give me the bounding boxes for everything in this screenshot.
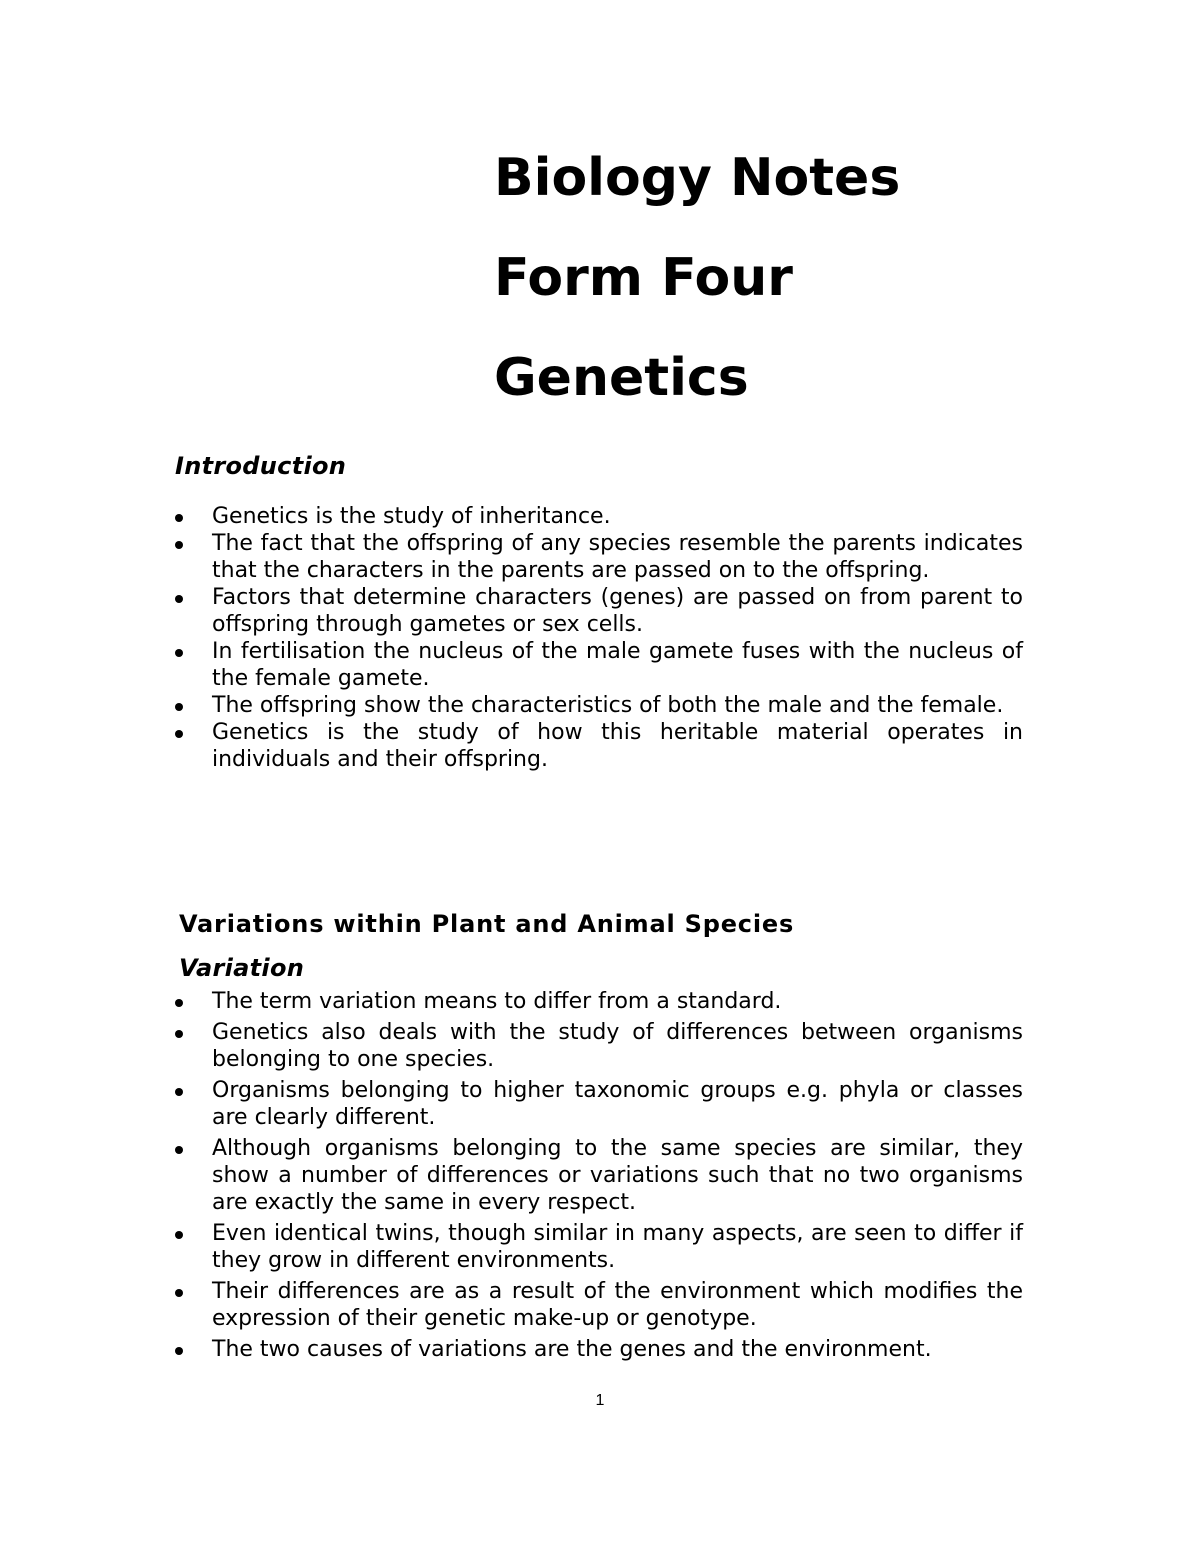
bullet-icon <box>175 541 183 549</box>
list-item <box>175 1019 1023 1073</box>
list-item-text: The offspring show the characteristics of both the male and the female. <box>212 693 1004 718</box>
list-item-text: Genetics also deals with the study of differences between organisms belonging to one species. <box>212 1020 1023 1072</box>
title-line-1: Biology Notes <box>494 148 901 208</box>
title-line-2: Form Four <box>494 248 793 308</box>
bullet-icon <box>175 703 183 711</box>
list-item <box>175 1077 1023 1131</box>
list-item-text: Organisms belonging to higher taxonomic groups e.g. phyla or classes are clearly different. <box>212 1078 1023 1130</box>
variation-list <box>175 988 1023 1367</box>
list-item <box>175 1336 1023 1363</box>
title-line-3: Genetics <box>494 348 749 408</box>
list-item <box>175 503 1023 530</box>
page-number: 1 <box>595 1392 605 1409</box>
list-item <box>175 530 1023 584</box>
bullet-icon <box>175 649 183 657</box>
bullet-icon <box>175 1146 183 1154</box>
list-item-text: The term variation means to differ from a standard. <box>212 989 782 1014</box>
bullet-icon <box>175 514 183 522</box>
list-item-text: Although organisms belonging to the same species are similar, they show a number of differences or variations such that no two organisms are exactly the same in every respect. <box>212 1136 1023 1215</box>
introduction-heading: Introduction <box>175 452 347 480</box>
list-item-text: Factors that determine characters (genes) are passed on from parent to offspring through gametes or sex cells. <box>212 585 1023 637</box>
list-item-text: In fertilisation the nucleus of the male gamete fuses with the nucleus of the female gamete. <box>212 639 1023 691</box>
bullet-icon <box>175 595 183 603</box>
list-item <box>175 692 1023 719</box>
bullet-icon <box>175 1347 183 1355</box>
list-item-text: Genetics is the study of how this heritable material operates in individuals and their offspring. <box>212 720 1023 772</box>
introduction-list <box>175 503 1023 773</box>
list-item <box>175 638 1023 692</box>
list-item <box>175 1220 1023 1274</box>
list-item-text: The two causes of variations are the genes and the environment. <box>212 1337 932 1362</box>
list-item <box>175 719 1023 773</box>
bullet-icon <box>175 730 183 738</box>
list-item-text: Their differences are as a result of the environment which modifies the expression of their genetic make-up or genotype. <box>212 1279 1023 1331</box>
list-item-text: The fact that the offspring of any species resemble the parents indicates that the characters in the parents are passed on to the offspring. <box>212 531 1023 583</box>
bullet-icon <box>175 1088 183 1096</box>
list-item <box>175 1278 1023 1332</box>
list-item <box>175 988 1023 1015</box>
bullet-icon <box>175 1231 183 1239</box>
list-item <box>175 1135 1023 1216</box>
bullet-icon <box>175 999 183 1007</box>
list-item-text: Genetics is the study of inheritance. <box>212 504 611 529</box>
list-item-text: Even identical twins, though similar in many aspects, are seen to differ if they grow in different environments. <box>212 1221 1023 1273</box>
bullet-icon <box>175 1030 183 1038</box>
variations-heading: Variations within Plant and Animal Species <box>179 910 795 938</box>
list-item <box>175 584 1023 638</box>
variation-subheading: Variation <box>179 954 305 982</box>
document-title <box>494 128 1094 428</box>
bullet-icon <box>175 1289 183 1297</box>
